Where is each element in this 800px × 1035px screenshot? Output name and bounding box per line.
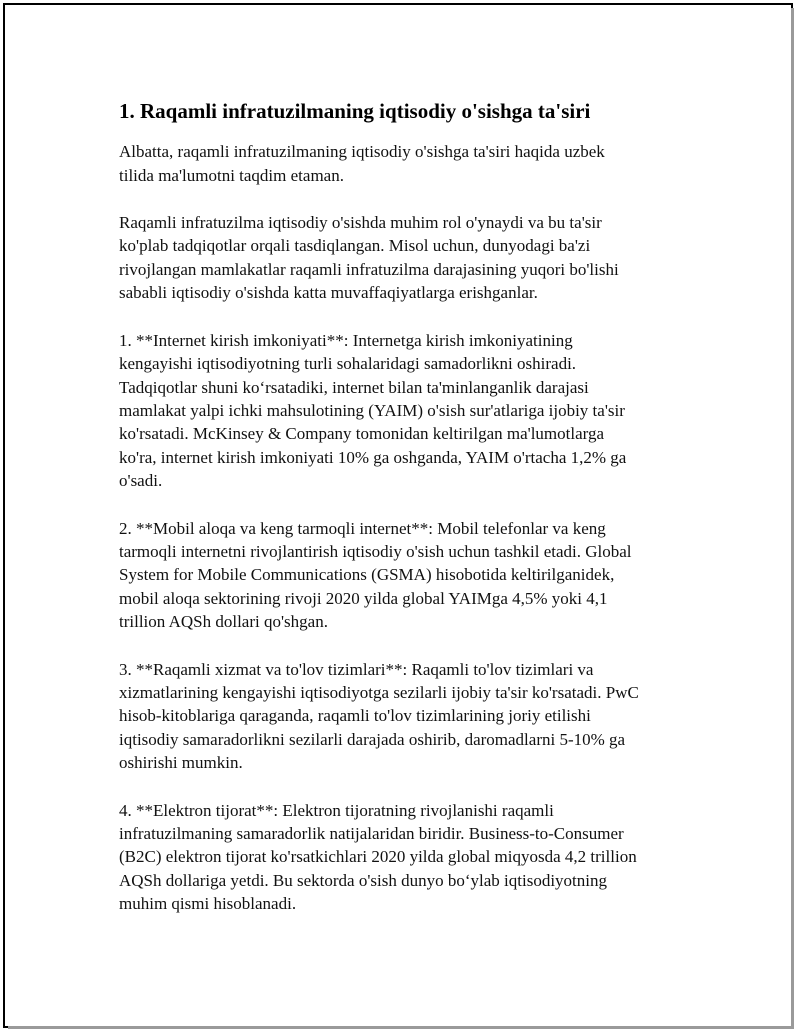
overview-paragraph: Raqamli infratuzilma iqtisodiy o'sishda muhim rol o'ynaydi va bu ta'sir ko'plab tadqiqotlar orqali tasdiqlangan. Misol uchun, dunyodagi ba'zi rivojlangan mamlakatlar raqamli infratuzilma darajasining yuqori bo'lishi sababli iqtisodiy o'sishda katta muvaffaqiyatlarga erishganlar.: [119, 213, 619, 303]
digital-payments-paragraph: 3. **Raqamli xizmat va to'lov tizimlari**: Raqamli to'lov tizimlari va xizmatlarining kengayishi iqtisodiyotga sezilarli ijobiy ta'sir ko'rsatadi. PwC hisob-kitoblariga qaraganda, raqamli to'lov tizimlarining joriy etilishi iqtisodiy samaradorlikni sezilarli darajada oshirib, daromadlarni 5-10% ga oshirishi mumkin.: [119, 659, 639, 773]
document-page: [3, 3, 793, 1028]
intro-paragraph: Albatta, raqamli infratuzilmaning iqtisodiy o'sishga ta'siri haqida uzbek tilida ma'lumotni taqdim etaman.: [119, 142, 605, 185]
section-heading: 1. Raqamli infratuzilmaning iqtisodiy o'sishga ta'siri: [119, 99, 591, 123]
mobile-broadband-paragraph: 2. **Mobil aloqa va keng tarmoqli internet**: Mobil telefonlar va keng tarmoqli internetni rivojlantirish iqtisodiy o'sish uchun tashkil etadi. Global System for Mobile Communications (GSMA) hisobotida keltirilganidek, mobil aloqa sektorining rivoji 2020 yilda global YAIMga 4,5% yoki 4,1 trillion AQSh dollari qo'shgan.: [119, 518, 632, 632]
document-body: [119, 98, 679, 940]
internet-access-paragraph: 1. **Internet kirish imkoniyati**: Internetga kirish imkoniyatining kengayishi iqtisodiyotning turli sohalaridagi samadorlikni oshiradi. Tadqiqotlar shuni ko‘rsatadiki, internet bilan ta'minlanganlik darajasi mamlakat yalpi ichki mahsulotining (YAIM) o'sish sur'atlariga ijobiy ta'sir ko'rsatadi. McKinsey & Company tomonidan keltirilgan ma'lumotlarga ko'ra, internet kirish imkoniyati 10% ga oshganda, YAIM o'rtacha 1,2% ga o'sadi.: [119, 330, 627, 491]
ecommerce-paragraph: 4. **Elektron tijorat**: Elektron tijoratning rivojlanishi raqamli infratuzilmaning samaradorlik natijalaridan biridir. Business-to-Consumer (B2C) elektron tijorat ko'rsatkichlari 2020 yilda global miqyosda 4,2 trillion AQSh dollariga yetdi. Bu sektorda o'sish dunyo bo‘ylab iqtisodiyotning muhim qismi hisoblanadi.: [119, 800, 637, 914]
